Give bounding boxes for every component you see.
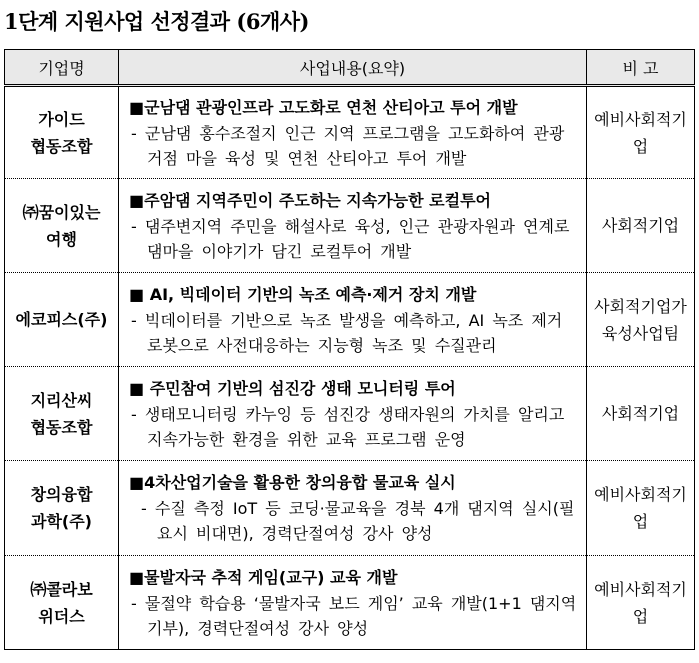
business-headline: ■군남댐 관광인프라 고도화로 연천 산티아고 투어 개발 [129, 97, 518, 117]
table-row [5, 273, 695, 367]
table-row [5, 556, 695, 650]
page-title: 1단계 지원사업 선정결과 (6개사) [4, 9, 309, 34]
remark: 사회적기업가 육성사업팀 [587, 273, 695, 367]
business-detail: - 생태모니터링 카누잉 등 섬진강 생태자원의 가치를 알리고 지속가능한 환경을 위한 교육 프로그램 운영 [131, 404, 565, 449]
header-business-summary: 사업내용(요약) [119, 50, 587, 86]
remark: 사회적기업 [587, 367, 695, 461]
company-name: 에코피스(주) [5, 273, 119, 367]
business-headline: ■주암댐 지역주민이 주도하는 지속가능한 로컬투어 [129, 190, 491, 210]
remark: 예비사회적기업 [587, 86, 695, 179]
business-content [119, 273, 587, 367]
business-headline: ■물발자국 추적 게임(교구) 교육 개발 [129, 567, 398, 587]
company-name: ㈜꿈이있는 여행 [5, 179, 119, 273]
business-content [119, 86, 587, 179]
company-name: 지리산씨 협동조합 [5, 367, 119, 461]
business-headline: ■ 주민참여 기반의 섬진강 생태 모니터링 투어 [129, 378, 456, 398]
remark: 예비사회적기업 [587, 461, 695, 556]
business-detail: - 군남댐 홍수조절지 인근 지역 프로그램을 고도화하여 관광 거점 마을 육성 및 연천 산티아고 투어 개발 [131, 123, 565, 168]
business-content [119, 367, 587, 461]
business-detail: - 빅데이터를 기반으로 녹조 발생을 예측하고, AI 녹조 제거 로봇으로 사전대응하는 지능형 녹조 및 수질관리 [131, 310, 563, 355]
remark: 예비사회적기업 [587, 556, 695, 650]
header-company: 기업명 [5, 50, 119, 86]
business-headline: ■4차산업기술을 활용한 창의융합 물교육 실시 [129, 473, 456, 492]
table-row [5, 461, 695, 556]
business-detail: - 물절약 학습용 ‘물발자국 보드 게임’ 교육 개발(1+1 댐지역 기부), 경력단절여성 강사 양성 [131, 593, 577, 638]
business-detail: - 수질 측정 IoT 등 코딩·물교육을 경북 4개 댐지역 실시(필요시 비대면), 경력단절여성 강사 양성 [141, 499, 575, 543]
company-name: ㈜콜라보 위더스 [5, 556, 119, 650]
header-remarks: 비 고 [587, 50, 695, 86]
business-headline: ■ AI, 빅데이터 기반의 녹조 예측·제거 장치 개발 [129, 284, 477, 304]
table-row [5, 367, 695, 461]
company-name: 창의융합 과학(주) [5, 461, 119, 556]
business-content [119, 179, 587, 273]
business-detail: - 댐주변지역 주민을 해설사로 육성, 인근 관광자원과 연계로 댐마을 이야기가 담긴 로컬투어 개발 [131, 216, 570, 261]
business-content [119, 461, 587, 556]
table-header-row [5, 50, 695, 86]
business-content [119, 556, 587, 650]
table-row [5, 179, 695, 273]
selection-results-table [4, 49, 695, 650]
table-row [5, 86, 695, 179]
company-name: 가이드 협동조합 [5, 86, 119, 179]
remark: 사회적기업 [587, 179, 695, 273]
